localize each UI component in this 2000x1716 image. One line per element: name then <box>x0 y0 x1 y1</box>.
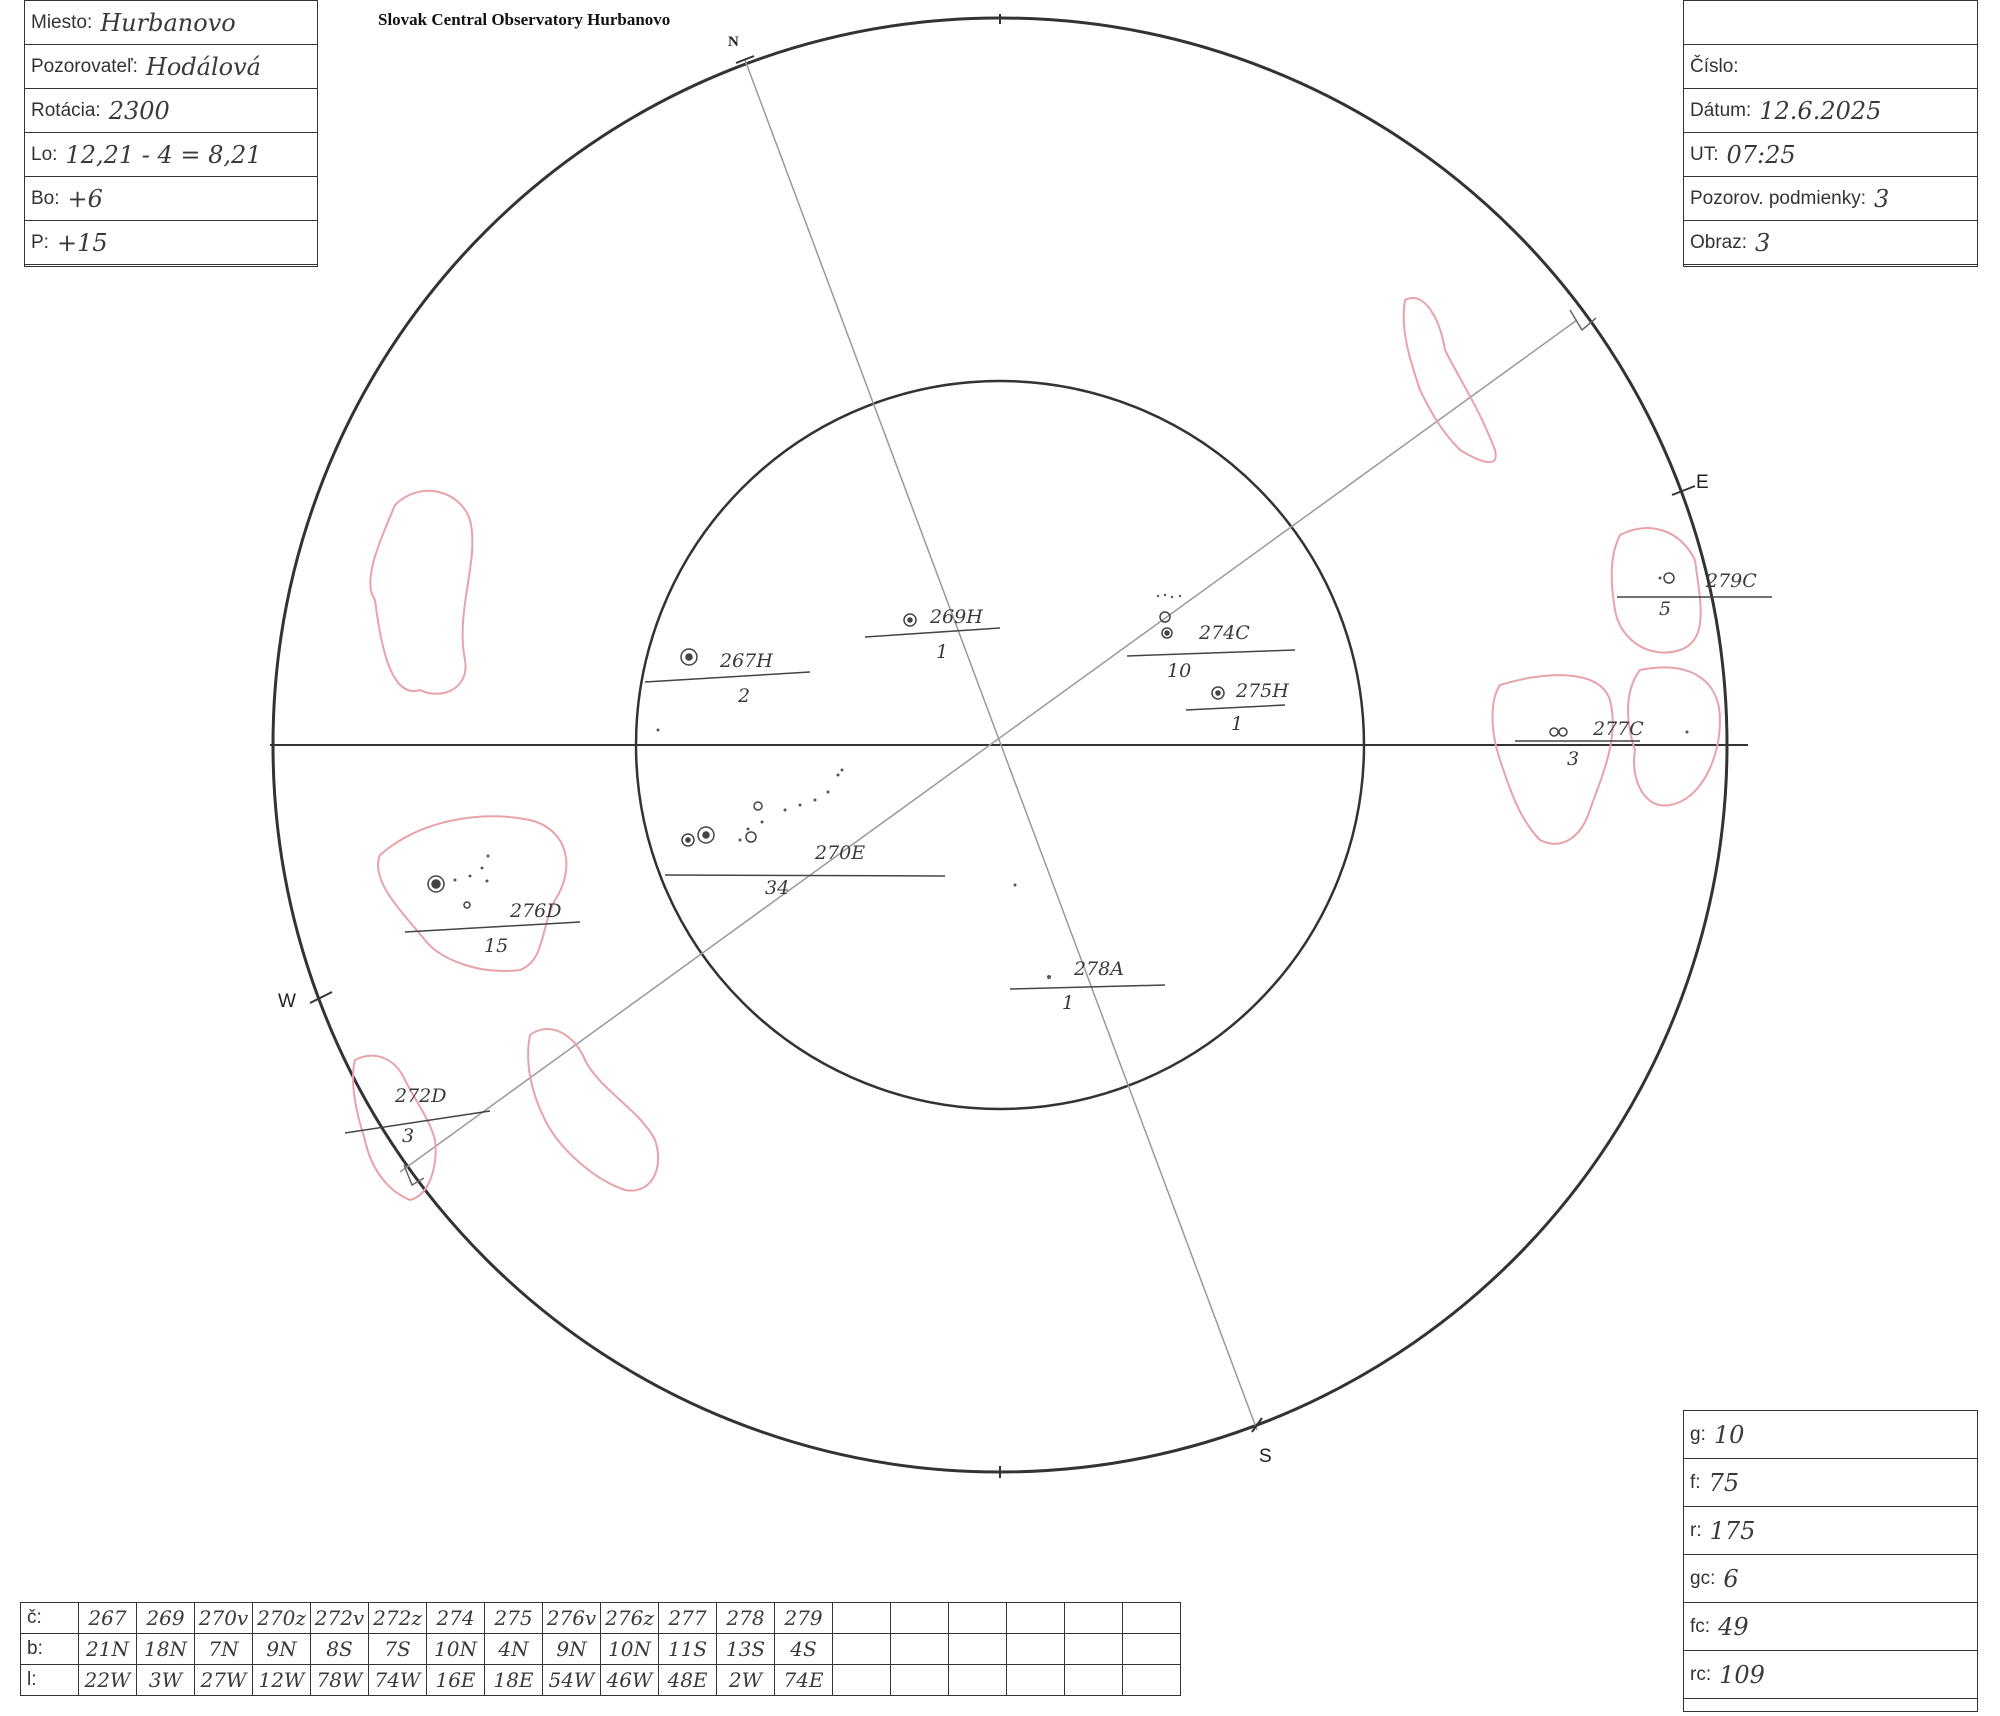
table-cell: 48E <box>659 1665 717 1696</box>
table-cell: 54W <box>543 1665 601 1696</box>
field-label: gc: <box>1690 1567 1716 1589</box>
group-id-label: 278A <box>1074 958 1124 980</box>
table-cell <box>833 1634 891 1665</box>
group-count-label: 15 <box>484 935 509 957</box>
table-cell: 269 <box>137 1603 195 1634</box>
table-cell <box>833 1603 891 1634</box>
table-cell <box>833 1665 891 1696</box>
field-label: r: <box>1690 1519 1702 1541</box>
table-cell <box>949 1634 1007 1665</box>
location-table-row <box>21 1603 1181 1634</box>
row-label: l: <box>21 1665 79 1696</box>
field-value: 109 <box>1719 1660 1765 1689</box>
table-cell: 278 <box>717 1603 775 1634</box>
row-label: č: <box>21 1603 79 1634</box>
field-value: 3 <box>1874 184 1890 213</box>
group-id-label: 267H <box>720 650 773 672</box>
field-label: UT: <box>1690 143 1719 165</box>
field-value: Hodálová <box>145 52 261 81</box>
table-cell: 279 <box>775 1603 833 1634</box>
table-cell: 9N <box>253 1634 311 1665</box>
table-cell: 74W <box>369 1665 427 1696</box>
compass-west-label: W <box>278 991 296 1012</box>
group-id-label: 276D <box>510 900 562 922</box>
group-id-label: 269H <box>930 606 983 628</box>
compass-east-label: E <box>1696 472 1709 493</box>
table-cell: 46W <box>601 1665 659 1696</box>
table-cell <box>1007 1634 1065 1665</box>
table-cell: 7N <box>195 1634 253 1665</box>
field-value: 2300 <box>108 96 170 125</box>
table-cell <box>1007 1665 1065 1696</box>
table-cell: 270v <box>195 1603 253 1634</box>
table-cell: 4S <box>775 1634 833 1665</box>
table-cell: 11S <box>659 1634 717 1665</box>
field-value: 12.6.2025 <box>1759 96 1882 125</box>
table-cell: 3W <box>137 1665 195 1696</box>
table-cell <box>1123 1634 1181 1665</box>
table-cell <box>949 1665 1007 1696</box>
group-count-label: 1 <box>1231 713 1244 735</box>
group-count-label: 1 <box>936 641 949 663</box>
table-cell <box>1065 1665 1123 1696</box>
field-label: Bo: <box>31 187 60 209</box>
table-cell: 267 <box>79 1603 137 1634</box>
table-cell: 8S <box>311 1634 369 1665</box>
field-label: Miesto: <box>31 11 93 33</box>
table-cell: 16E <box>427 1665 485 1696</box>
field-label: Obraz: <box>1690 231 1748 253</box>
table-cell: 7S <box>369 1634 427 1665</box>
table-cell: 275 <box>485 1603 543 1634</box>
table-cell: 18E <box>485 1665 543 1696</box>
table-cell <box>891 1665 949 1696</box>
table-cell: 270z <box>253 1603 311 1634</box>
field-value: 75 <box>1708 1468 1740 1497</box>
table-cell <box>1065 1634 1123 1665</box>
group-id-label: 279C <box>1706 570 1757 592</box>
table-cell <box>949 1603 1007 1634</box>
table-cell: 12W <box>253 1665 311 1696</box>
field-value: 12,21 - 4 = 8,21 <box>65 140 262 169</box>
page-title: Slovak Central Observatory Hurbanovo <box>378 10 671 29</box>
field-value: 49 <box>1718 1612 1749 1641</box>
group-id-label: 275H <box>1236 680 1289 702</box>
field-label: g: <box>1690 1423 1706 1445</box>
field-value: 3 <box>1755 228 1771 257</box>
table-cell <box>1007 1603 1065 1634</box>
table-cell: 18N <box>137 1634 195 1665</box>
field-label: Lo: <box>31 143 58 165</box>
table-cell: 274 <box>427 1603 485 1634</box>
group-id-label: 277C <box>1593 718 1644 740</box>
field-label: Rotácia: <box>31 99 101 121</box>
group-count-label: 3 <box>402 1125 415 1147</box>
field-label: f: <box>1690 1471 1701 1493</box>
group-id-label: 272D <box>395 1085 447 1107</box>
group-count-label: 1 <box>1062 992 1075 1014</box>
field-value: +6 <box>67 184 103 213</box>
table-cell: 78W <box>311 1665 369 1696</box>
table-cell: 10N <box>601 1634 659 1665</box>
compass-north-label: N <box>728 34 739 50</box>
group-id-label: 270E <box>815 842 866 864</box>
field-label: Dátum: <box>1690 99 1752 121</box>
field-value: 6 <box>1723 1564 1739 1593</box>
location-table <box>20 1602 1181 1696</box>
field-value: 175 <box>1709 1516 1756 1545</box>
table-cell: 22W <box>79 1665 137 1696</box>
table-cell <box>891 1603 949 1634</box>
table-cell: 9N <box>543 1634 601 1665</box>
table-cell: 272z <box>369 1603 427 1634</box>
table-cell: 277 <box>659 1603 717 1634</box>
table-cell: 21N <box>79 1634 137 1665</box>
table-cell: 276z <box>601 1603 659 1634</box>
table-cell: 272v <box>311 1603 369 1634</box>
table-cell <box>1123 1603 1181 1634</box>
table-cell: 4N <box>485 1634 543 1665</box>
table-cell: 276v <box>543 1603 601 1634</box>
field-value: +15 <box>56 228 108 257</box>
table-cell: 74E <box>775 1665 833 1696</box>
field-label: Pozorovateľ: <box>31 55 138 77</box>
location-table-row <box>21 1634 1181 1665</box>
field-label: Číslo: <box>1690 55 1739 77</box>
location-table-row <box>21 1665 1181 1696</box>
row-label: b: <box>21 1634 79 1665</box>
group-count-label: 2 <box>738 685 751 707</box>
field-value: Hurbanovo <box>100 8 236 37</box>
table-cell: 13S <box>717 1634 775 1665</box>
table-cell <box>1065 1603 1123 1634</box>
compass-south-label: S <box>1259 1446 1272 1467</box>
group-count-label: 10 <box>1167 660 1192 682</box>
field-label: fc: <box>1690 1615 1711 1637</box>
field-label: rc: <box>1690 1663 1712 1685</box>
table-cell: 27W <box>195 1665 253 1696</box>
table-cell: 10N <box>427 1634 485 1665</box>
group-count-label: 3 <box>1567 748 1580 770</box>
field-value: 07:25 <box>1726 140 1796 169</box>
field-value: 10 <box>1713 1420 1745 1449</box>
group-id-label: 274C <box>1199 622 1250 644</box>
group-count-label: 5 <box>1659 598 1672 620</box>
group-count-label: 34 <box>765 877 790 899</box>
table-cell <box>891 1634 949 1665</box>
field-label: Pozorov. podmienky: <box>1690 187 1867 209</box>
table-cell: 2W <box>717 1665 775 1696</box>
field-label: P: <box>31 231 49 253</box>
table-cell <box>1123 1665 1181 1696</box>
